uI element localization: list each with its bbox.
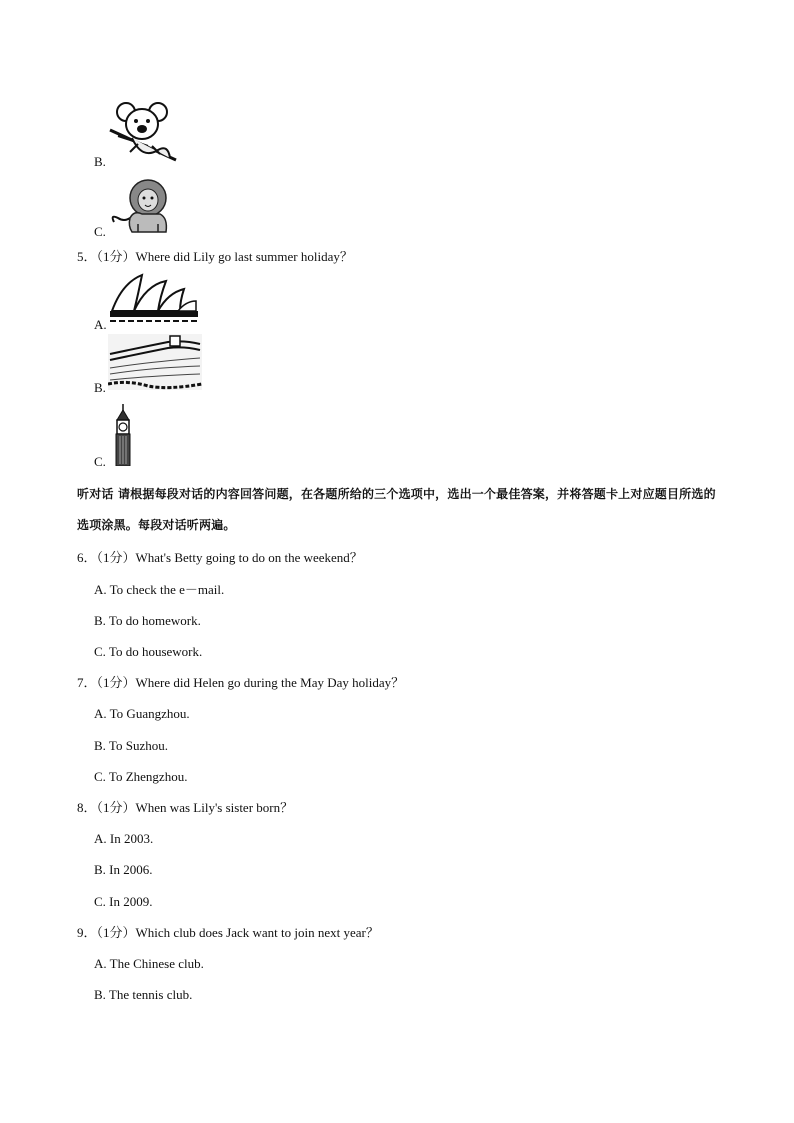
q8-option-c[interactable]: C. In 2009. bbox=[94, 894, 153, 909]
koala-picture bbox=[108, 100, 178, 164]
question-6 bbox=[77, 550, 363, 566]
q5-option-b-label[interactable]: B. bbox=[94, 380, 106, 395]
question-8-number: 8．（1分） bbox=[77, 800, 136, 815]
question-5-number: 5．（1分） bbox=[77, 249, 136, 264]
question-9-text: Which club does Jack want to join next year？ bbox=[135, 925, 379, 940]
lion-picture bbox=[110, 178, 172, 236]
question-5 bbox=[77, 249, 353, 265]
q4-option-c-label[interactable]: C. bbox=[94, 224, 106, 239]
question-8 bbox=[77, 800, 293, 816]
q5-option-c-label[interactable]: C. bbox=[94, 454, 106, 469]
question-7 bbox=[77, 675, 404, 691]
question-6-text: What's Betty going to do on the weekend？ bbox=[135, 550, 363, 565]
question-9 bbox=[77, 925, 379, 941]
big-ben-icon bbox=[112, 404, 134, 466]
q7-option-c[interactable]: C. To Zhengzhou. bbox=[94, 769, 188, 784]
q6-option-a[interactable]: A. To check the e－mail. bbox=[94, 582, 225, 597]
question-5-text: Where did Lily go last summer holiday？ bbox=[135, 249, 353, 264]
section-instruction: 听对话 请根据每段对话的内容回答问题，在各题所给的三个选项中，选出一个最佳答案，并将答题卡上对应题目所选的选项涂黑。每段对话听两遍。 bbox=[77, 487, 716, 532]
q4-option-b-label[interactable]: B. bbox=[94, 154, 106, 169]
great-wall-picture bbox=[108, 334, 202, 390]
question-8-text: When was Lily's sister born？ bbox=[135, 800, 294, 815]
q5-option-a-label[interactable]: A. bbox=[94, 317, 107, 332]
q6-option-b[interactable]: B. To do homework. bbox=[94, 613, 201, 628]
lion-icon bbox=[110, 178, 172, 236]
q8-option-b[interactable]: B. In 2006. bbox=[94, 862, 153, 877]
q7-option-b[interactable]: B. To Suzhou. bbox=[94, 738, 168, 753]
question-9-number: 9．（1分） bbox=[77, 925, 136, 940]
big-ben-picture bbox=[112, 404, 134, 466]
question-7-text: Where did Helen go during the May Day holiday？ bbox=[135, 675, 405, 690]
q9-option-b[interactable]: B. The tennis club. bbox=[94, 987, 193, 1002]
question-7-number: 7．（1分） bbox=[77, 675, 136, 690]
opera-house-picture bbox=[108, 271, 200, 327]
koala-icon bbox=[108, 100, 178, 164]
great-wall-icon bbox=[108, 334, 202, 390]
question-6-number: 6．（1分） bbox=[77, 550, 136, 565]
q9-option-a[interactable]: A. The Chinese club. bbox=[94, 956, 204, 971]
q7-option-a[interactable]: A. To Guangzhou. bbox=[94, 706, 190, 721]
q6-option-c[interactable]: C. To do housework. bbox=[94, 644, 203, 659]
opera-house-icon bbox=[108, 271, 200, 327]
q8-option-a[interactable]: A. In 2003. bbox=[94, 831, 154, 846]
